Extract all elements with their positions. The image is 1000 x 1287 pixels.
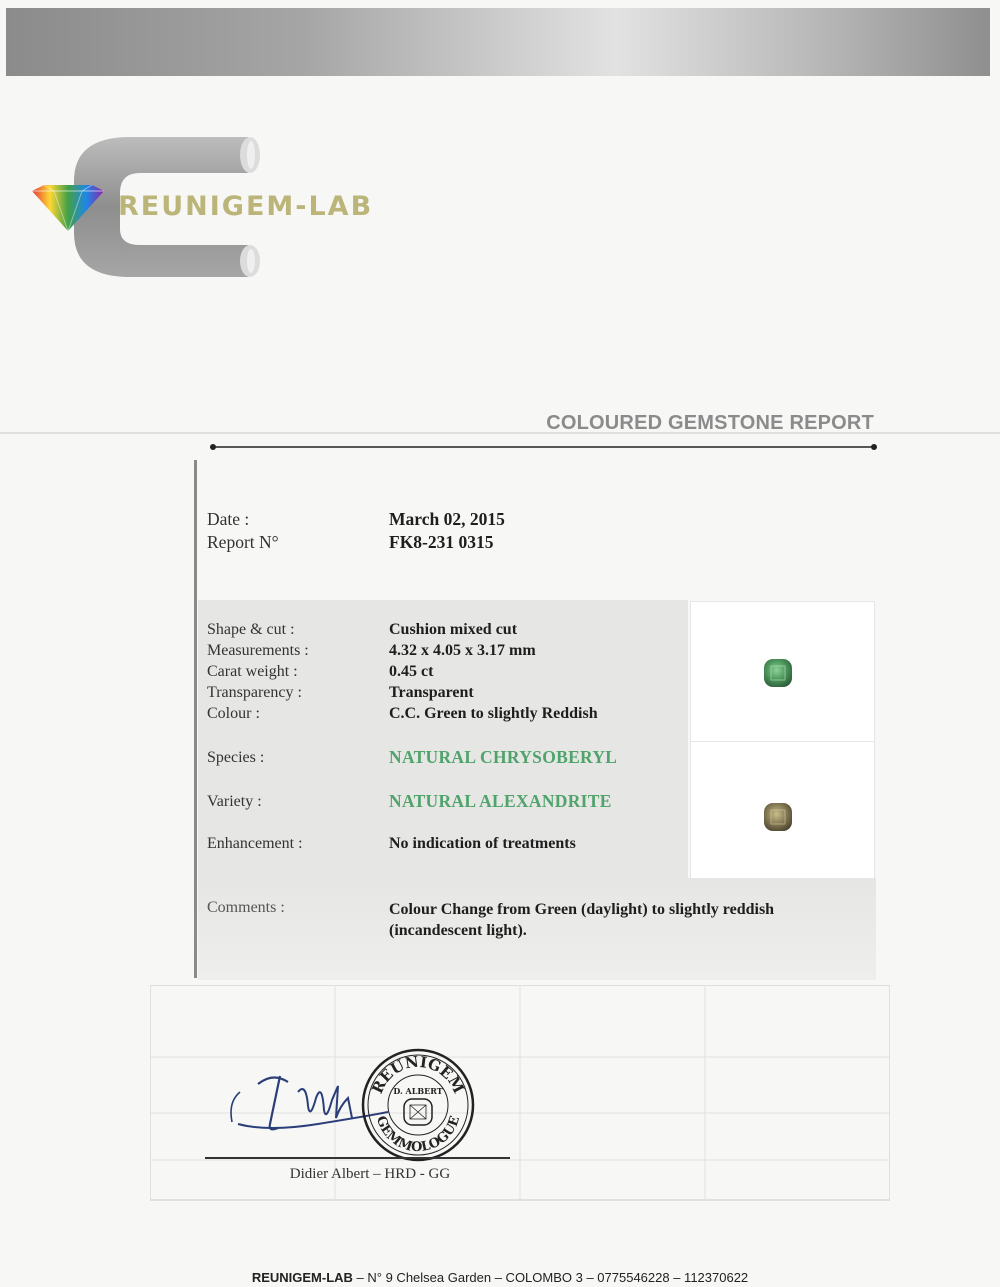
seal-top-text: REUNIGEM [368,1052,468,1097]
measurements-value: 4.32 x 4.05 x 3.17 mm [389,642,536,659]
gem-photo-incandescent [690,741,875,879]
shape-value: Cushion mixed cut [389,621,518,638]
transparency-value: Transparent [389,684,474,701]
enhancement-value: No indication of treatments [389,835,576,852]
seal-middle-text: D. ALBERT [393,1086,443,1096]
signature-rule [205,1157,510,1159]
footer-brand: REUNIGEM-LAB [251,1270,353,1285]
variety-value: NATURAL ALEXANDRITE [389,791,612,811]
colour-label: Colour : [207,705,260,722]
carat-label: Carat weight : [207,663,298,680]
gem-incandescent-icon [763,802,793,832]
colour-value: C.C. Green to slightly Reddish [389,705,598,722]
seal-bottom-text: GEMMOLOGUE [372,1114,464,1156]
date-value: March 02, 2015 [389,509,505,529]
species-value: NATURAL CHRYSOBERYL [389,747,618,767]
report-number-label: Report N° [207,532,279,552]
comments-label: Comments : [207,899,285,916]
gem-daylight-icon [763,658,793,688]
measurements-label: Measurements : [207,642,309,659]
enhancement-label: Enhancement : [207,835,303,852]
species-label: Species : [207,749,265,766]
date-label: Date : [207,509,250,529]
report-title: COLOURED GEMSTONE REPORT [546,412,874,434]
title-rule [210,442,878,452]
gem-photo-daylight [690,601,875,743]
rainbow-gem-icon [30,185,106,231]
footer-address [0,1270,1000,1285]
frame-left-border [194,460,197,978]
carat-value: 0.45 ct [389,663,434,680]
transparency-label: Transparency : [207,684,302,701]
signer-name: Didier Albert – HRD - GG [289,1166,451,1182]
variety-label: Variety : [207,793,262,810]
report-number-value: FK8-231 0315 [389,532,494,552]
footer-address-text: – N° 9 Chelsea Garden – COLOMBO 3 – 0775546228 – 112370622 [352,1270,749,1285]
top-gray-band [6,8,990,76]
comments-value: Colour Change from Green (daylight) to slightly reddish (incandescent light). [389,901,775,939]
shape-label: Shape & cut : [207,621,295,638]
brand-name: REUNIGEM-LAB [118,191,374,222]
gemmologue-seal [360,1047,476,1163]
